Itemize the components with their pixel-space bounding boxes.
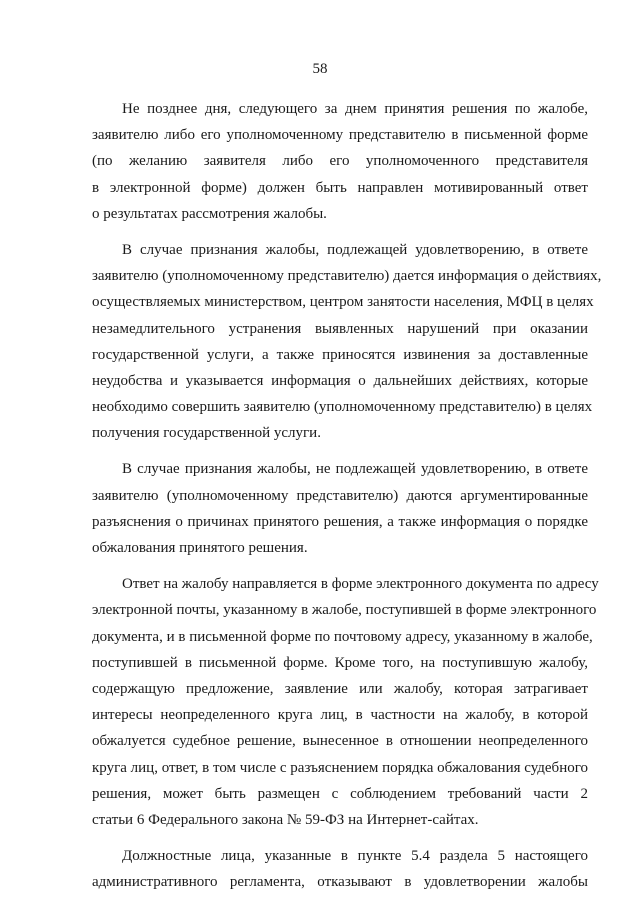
text-line: государственной услуги, а также приносятся извинения за доставленные [92,346,588,363]
text-line: разъяснения о причинах принятого решения, а также информация о порядке [92,513,588,530]
text-line: В случае признания жалобы, не подлежащей удовлетворению, в ответе [122,461,588,478]
document-body [92,96,602,905]
text-line: В случае признания жалобы, подлежащей удовлетворению, в ответе [122,241,588,258]
text-line: Ответ на жалобу направляется в форме электронного документа по адресу [122,576,599,593]
paragraph [92,237,602,447]
text-line: интересы неопределенного круга лиц, в частности на жалобу, в которой [92,707,588,724]
text-line: заявителю (уполномоченному представителю) дается информация о действиях, [92,268,602,285]
text-line: документа, и в письменной форме по почтовому адресу, указанному в жалобе, [92,628,593,645]
text-line: заявителю либо его уполномоченному представителю в письменной форме [92,127,588,144]
text-line: круга лиц, ответ, в том числе с разъяснением порядка обжалования судебного [92,759,588,776]
text-line: обжалуется судебное решение, вынесенное в отношении неопределенного [92,733,588,750]
paragraph [92,456,588,561]
paragraph [92,571,599,833]
text-line: (по желанию заявителя либо его уполномоченного представителя [92,153,588,170]
paragraph [92,843,588,895]
text-line: незамедлительного устранения выявленных нарушений при оказании [92,320,588,337]
text-line: статьи 6 Федерального закона № 59-ФЗ на Интернет-сайтах. [92,811,479,828]
text-line: неудобства и указывается информация о дальнейших действиях, которые [92,372,588,389]
page-number: 58 [312,61,328,77]
text-line: содержащую предложение, заявление или жалобу, которая затрагивает [92,680,588,697]
text-line: административного регламента, отказывают в удовлетворении жалобы [92,874,588,891]
text-line: осуществляемых министерством, центром занятости населения, МФЦ в целях [92,294,594,311]
text-line: о результатах рассмотрения жалобы. [92,205,327,222]
text-line: электронной почты, указанному в жалобе, поступившей в форме электронного [92,602,597,619]
text-line: решения, может быть размещен с соблюдением требований части 2 [92,785,588,802]
text-line: в электронной форме) должен быть направлен мотивированный ответ [92,179,588,196]
text-line: заявителю (уполномоченному представителю) даются аргументированные [92,487,588,504]
text-line: получения государственной услуги. [92,425,321,442]
text-line: поступившей в письменной форме. Кроме того, на поступившую жалобу, [92,654,588,671]
text-line: необходимо совершить заявителю (уполномоченному представителю) в целях [92,399,593,416]
text-line: обжалования принятого решения. [92,540,308,556]
text-line: Должностные лица, указанные в пункте 5.4 раздела 5 настоящего [122,848,588,865]
text-line: Не позднее дня, следующего за днем принятия решения по жалобе, [122,101,588,117]
paragraph [92,96,588,227]
